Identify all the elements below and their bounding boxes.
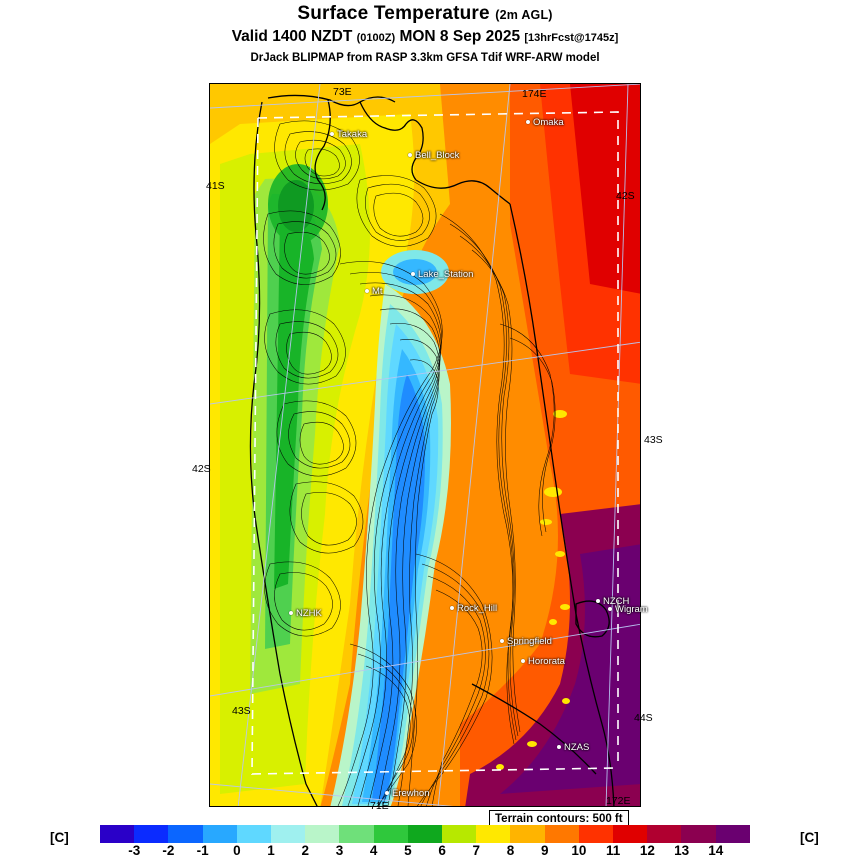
color-scale-tick-label: 0 <box>233 843 241 858</box>
station-dot-icon <box>450 606 454 610</box>
color-scale-swatch <box>716 825 750 843</box>
color-scale-bar[interactable] <box>100 825 750 843</box>
header <box>0 4 850 65</box>
station-marker[interactable] <box>450 603 497 614</box>
station-marker[interactable] <box>330 129 367 140</box>
station-label: Erewhon <box>392 788 430 799</box>
color-scale-tick-label: 3 <box>335 843 344 858</box>
legend-unit-right: [C] <box>800 830 819 845</box>
page-title-sub: (2m AGL) <box>495 8 553 22</box>
color-scale-swatch <box>442 825 476 843</box>
color-scale-swatch <box>305 825 339 843</box>
color-scale-swatch <box>476 825 510 843</box>
graticule-label: 44S <box>634 712 653 724</box>
graticule-label: 41S <box>206 180 225 192</box>
station-marker[interactable] <box>408 150 459 161</box>
station-marker[interactable] <box>608 604 648 615</box>
color-scale-swatch <box>681 825 715 843</box>
color-scale-tick-label: -3 <box>128 843 141 858</box>
color-scale-tick-label: -1 <box>196 843 209 858</box>
color-scale-tick-label: 1 <box>267 843 275 858</box>
station-dot-icon <box>608 607 612 611</box>
graticule-label: 42S <box>192 463 211 475</box>
station-label: Mt <box>372 286 383 297</box>
color-scale-swatch <box>203 825 237 843</box>
color-scale-tick-label: 14 <box>708 843 724 858</box>
station-dot-icon <box>289 611 293 615</box>
page-title <box>0 4 850 25</box>
color-scale-swatch <box>613 825 647 843</box>
color-scale-tick-label: 13 <box>674 843 690 858</box>
station-dot-icon <box>596 599 600 603</box>
forecast-hour: [13hrFcst@1745z] <box>524 32 619 44</box>
color-scale-tick-label: 6 <box>438 843 446 858</box>
station-marker[interactable] <box>521 656 565 667</box>
station-marker[interactable] <box>289 608 322 619</box>
graticule-label: 43S <box>232 705 251 717</box>
color-scale-tick-label: 10 <box>571 843 587 858</box>
map-graphic <box>210 84 641 807</box>
station-dot-icon <box>411 272 415 276</box>
station-label: Bell_Block <box>415 150 460 161</box>
station-label: Wigram <box>615 604 648 615</box>
color-scale-swatch <box>237 825 271 843</box>
color-scale-tick-label: 9 <box>540 843 549 858</box>
valid-date: MON 8 Sep 2025 <box>399 28 521 45</box>
station-label: Omaka <box>533 117 564 128</box>
page-title-text: Surface Temperature <box>297 3 490 24</box>
terrain-contour-note: Terrain contours: 500 ft <box>489 810 629 827</box>
graticule-label: 73E <box>333 86 352 98</box>
station-marker[interactable] <box>526 117 564 128</box>
station-marker[interactable] <box>411 269 473 280</box>
station-marker[interactable] <box>557 742 589 753</box>
graticule-label: 71E <box>370 800 389 812</box>
color-scale-tick-label: 5 <box>404 843 412 858</box>
color-scale-swatch <box>408 825 442 843</box>
station-dot-icon <box>557 745 561 749</box>
color-scale-swatch <box>134 825 168 843</box>
color-scale-swatch <box>374 825 408 843</box>
color-scale-swatch <box>579 825 613 843</box>
station-label: NZHK <box>296 608 322 619</box>
graticule-label: 174E <box>522 88 547 100</box>
station-dot-icon <box>385 791 389 795</box>
valid-time-utc: (0100Z) <box>356 32 396 44</box>
station-label: NZCH <box>603 596 630 607</box>
color-scale-swatch <box>100 825 134 843</box>
station-label: Hororata <box>528 656 565 667</box>
station-dot-icon <box>408 153 412 157</box>
station-marker[interactable] <box>385 788 430 799</box>
map-canvas[interactable] <box>209 83 641 807</box>
color-scale-tick-label: 4 <box>369 843 378 858</box>
station-label: Lake_Station <box>418 269 474 280</box>
color-scale-tick-label: 7 <box>472 843 481 858</box>
graticule-label: 172E <box>606 795 631 807</box>
model-source-line: DrJack BLIPMAP from RASP 3.3km GFSA Tdif WRF-ARW model <box>250 52 600 64</box>
valid-time-line <box>0 27 850 48</box>
graticule-label: 43S <box>644 434 663 446</box>
legend-unit-left: [C] <box>50 830 69 845</box>
station-dot-icon <box>500 639 504 643</box>
color-scale-swatch <box>545 825 579 843</box>
station-label: Takaka <box>337 129 368 140</box>
station-marker[interactable] <box>500 636 552 647</box>
color-scale-swatch <box>168 825 202 843</box>
station-label: NZAS <box>564 742 590 753</box>
station-dot-icon <box>521 659 525 663</box>
station-dot-icon <box>365 289 369 293</box>
station-marker[interactable] <box>365 286 383 297</box>
color-scale-tick-label: -2 <box>162 843 175 858</box>
color-scale-tick-label: 8 <box>506 843 515 858</box>
color-scale-tick-label: 12 <box>639 843 655 858</box>
color-scale-swatch <box>271 825 305 843</box>
color-scale-tick-label: 2 <box>301 843 310 858</box>
color-scale-swatch <box>647 825 681 843</box>
station-label: Springfield <box>507 636 552 647</box>
valid-time-local: Valid 1400 NZDT <box>231 28 353 45</box>
station-dot-icon <box>526 120 530 124</box>
station-dot-icon <box>330 132 334 136</box>
color-scale-tick-label: 11 <box>606 843 621 858</box>
color-scale-swatch <box>339 825 373 843</box>
color-scale-swatch <box>510 825 544 843</box>
graticule-label: 42S <box>616 190 635 202</box>
station-label: Rock_Hill <box>457 603 498 614</box>
color-scale-ticks <box>100 843 750 859</box>
